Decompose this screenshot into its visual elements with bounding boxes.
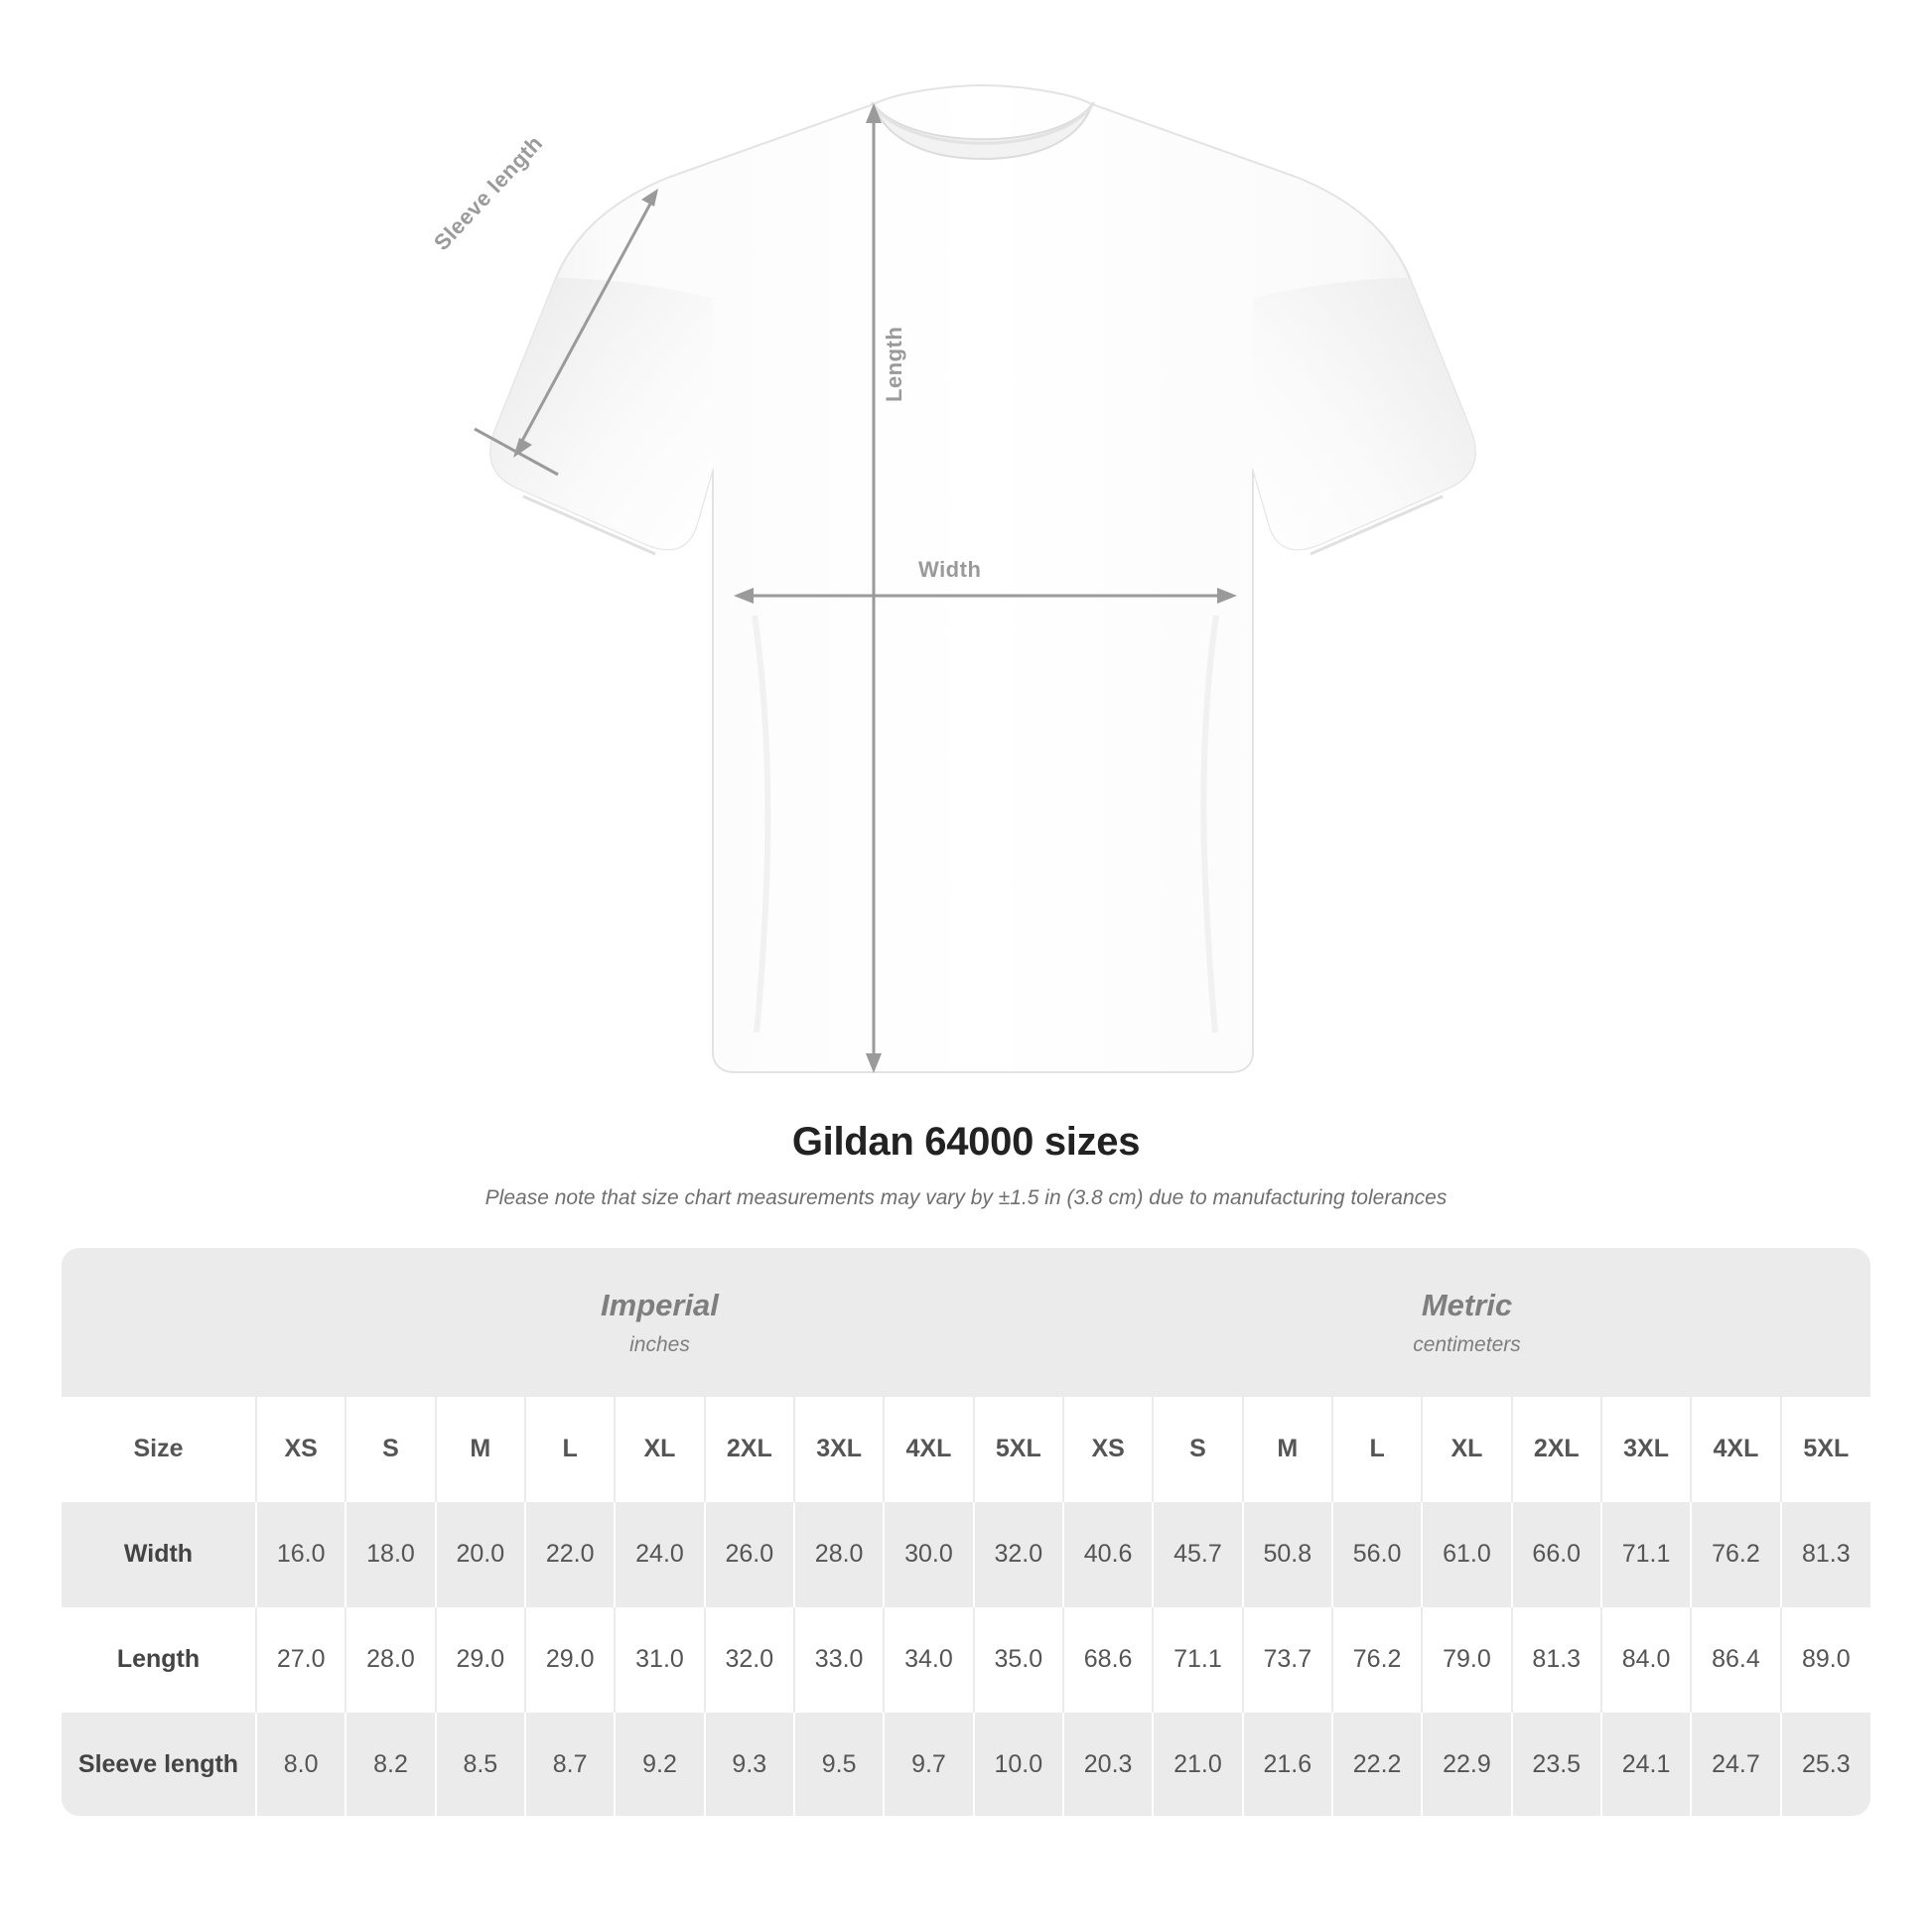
cell-length-11: 73.7 <box>1243 1606 1332 1712</box>
cell-length-3: 29.0 <box>525 1606 615 1712</box>
cell-length-10: 71.1 <box>1153 1606 1242 1712</box>
unit-group-metric <box>1063 1248 1870 1397</box>
cell-length-2: 29.0 <box>436 1606 525 1712</box>
cell-sleeve-14: 23.5 <box>1512 1712 1601 1816</box>
column-header-l-imperial: L <box>525 1397 615 1501</box>
size-corner-label: Size <box>62 1397 256 1501</box>
column-header-2xl-metric: 2XL <box>1512 1397 1601 1501</box>
column-header-m-metric: M <box>1243 1397 1332 1501</box>
column-header-l-metric: L <box>1332 1397 1422 1501</box>
cell-width-2: 20.0 <box>436 1501 525 1606</box>
column-header-2xl-imperial: 2XL <box>705 1397 794 1501</box>
unit-group-metric-sub: centimeters <box>1413 1333 1521 1356</box>
cell-sleeve-10: 21.0 <box>1153 1712 1242 1816</box>
cell-width-17: 81.3 <box>1781 1501 1870 1606</box>
cell-sleeve-11: 21.6 <box>1243 1712 1332 1816</box>
cell-length-16: 86.4 <box>1691 1606 1780 1712</box>
cell-sleeve-2: 8.5 <box>436 1712 525 1816</box>
unit-group-imperial <box>256 1248 1063 1397</box>
tshirt-shape <box>490 85 1475 1072</box>
column-header-xl-metric: XL <box>1422 1397 1511 1501</box>
column-header-xl-imperial: XL <box>615 1397 704 1501</box>
cell-width-9: 40.6 <box>1063 1501 1153 1606</box>
column-header-s-metric: S <box>1153 1397 1242 1501</box>
size-table <box>62 1248 1870 1816</box>
cell-width-4: 24.0 <box>615 1501 704 1606</box>
cell-sleeve-17: 25.3 <box>1781 1712 1870 1816</box>
cell-length-13: 79.0 <box>1422 1606 1511 1712</box>
cell-sleeve-3: 8.7 <box>525 1712 615 1816</box>
cell-length-12: 76.2 <box>1332 1606 1422 1712</box>
cell-width-0: 16.0 <box>256 1501 345 1606</box>
column-header-3xl-metric: 3XL <box>1601 1397 1691 1501</box>
cell-length-5: 32.0 <box>705 1606 794 1712</box>
size-header-row <box>62 1397 1870 1501</box>
cell-length-17: 89.0 <box>1781 1606 1870 1712</box>
cell-sleeve-9: 20.3 <box>1063 1712 1153 1816</box>
unit-header-row <box>62 1248 1870 1397</box>
table-row-width <box>62 1501 1870 1606</box>
cell-sleeve-7: 9.7 <box>884 1712 973 1816</box>
column-header-xs-imperial: XS <box>256 1397 345 1501</box>
unit-group-imperial-name: Imperial <box>601 1288 719 1322</box>
unit-corner-cell <box>62 1248 256 1397</box>
length-label: Length <box>882 326 906 402</box>
cell-width-15: 71.1 <box>1601 1501 1691 1606</box>
cell-length-9: 68.6 <box>1063 1606 1153 1712</box>
size-table-container <box>62 1248 1870 1816</box>
tolerance-note: Please note that size chart measurements may vary by ±1.5 in (3.8 cm) due to manufacturing tolerances <box>484 1186 1448 1209</box>
cell-sleeve-6: 9.5 <box>794 1712 884 1816</box>
cell-width-14: 66.0 <box>1512 1501 1601 1606</box>
cell-width-11: 50.8 <box>1243 1501 1332 1606</box>
column-header-3xl-imperial: 3XL <box>794 1397 884 1501</box>
table-row-sleeve-length <box>62 1712 1870 1816</box>
column-header-4xl-imperial: 4XL <box>884 1397 973 1501</box>
cell-width-12: 56.0 <box>1332 1501 1422 1606</box>
cell-sleeve-12: 22.2 <box>1332 1712 1422 1816</box>
sleeve-length-label: Sleeve length <box>429 130 548 256</box>
cell-sleeve-4: 9.2 <box>615 1712 704 1816</box>
cell-sleeve-8: 10.0 <box>974 1712 1063 1816</box>
title-block <box>0 1120 1932 1210</box>
column-header-m-imperial: M <box>436 1397 525 1501</box>
cell-length-7: 34.0 <box>884 1606 973 1712</box>
cell-width-13: 61.0 <box>1422 1501 1511 1606</box>
row-label-width: Width <box>62 1501 256 1606</box>
cell-length-6: 33.0 <box>794 1606 884 1712</box>
cell-width-3: 22.0 <box>525 1501 615 1606</box>
cell-sleeve-5: 9.3 <box>705 1712 794 1816</box>
page-title: Gildan 64000 sizes <box>791 1120 1141 1164</box>
cell-length-1: 28.0 <box>345 1606 435 1712</box>
cell-width-10: 45.7 <box>1153 1501 1242 1606</box>
column-header-5xl-metric: 5XL <box>1781 1397 1870 1501</box>
cell-width-5: 26.0 <box>705 1501 794 1606</box>
cell-sleeve-16: 24.7 <box>1691 1712 1780 1816</box>
column-header-xs-metric: XS <box>1063 1397 1153 1501</box>
cell-sleeve-15: 24.1 <box>1601 1712 1691 1816</box>
cell-sleeve-1: 8.2 <box>345 1712 435 1816</box>
cell-length-15: 84.0 <box>1601 1606 1691 1712</box>
column-header-4xl-metric: 4XL <box>1691 1397 1780 1501</box>
cell-width-7: 30.0 <box>884 1501 973 1606</box>
cell-width-16: 76.2 <box>1691 1501 1780 1606</box>
cell-length-14: 81.3 <box>1512 1606 1601 1712</box>
cell-length-0: 27.0 <box>256 1606 345 1712</box>
cell-length-4: 31.0 <box>615 1606 704 1712</box>
width-label: Width <box>918 557 982 582</box>
cell-width-1: 18.0 <box>345 1501 435 1606</box>
row-label-sleeve-length: Sleeve length <box>62 1712 256 1816</box>
size-table-body <box>62 1248 1870 1816</box>
cell-sleeve-0: 8.0 <box>256 1712 345 1816</box>
column-header-s-imperial: S <box>345 1397 435 1501</box>
unit-group-imperial-sub: inches <box>629 1333 690 1356</box>
row-label-length: Length <box>62 1606 256 1712</box>
cell-length-8: 35.0 <box>974 1606 1063 1712</box>
unit-group-metric-name: Metric <box>1421 1288 1513 1322</box>
cell-sleeve-13: 22.9 <box>1422 1712 1511 1816</box>
cell-width-6: 28.0 <box>794 1501 884 1606</box>
table-row-length <box>62 1606 1870 1712</box>
column-header-5xl-imperial: 5XL <box>974 1397 1063 1501</box>
cell-width-8: 32.0 <box>974 1501 1063 1606</box>
